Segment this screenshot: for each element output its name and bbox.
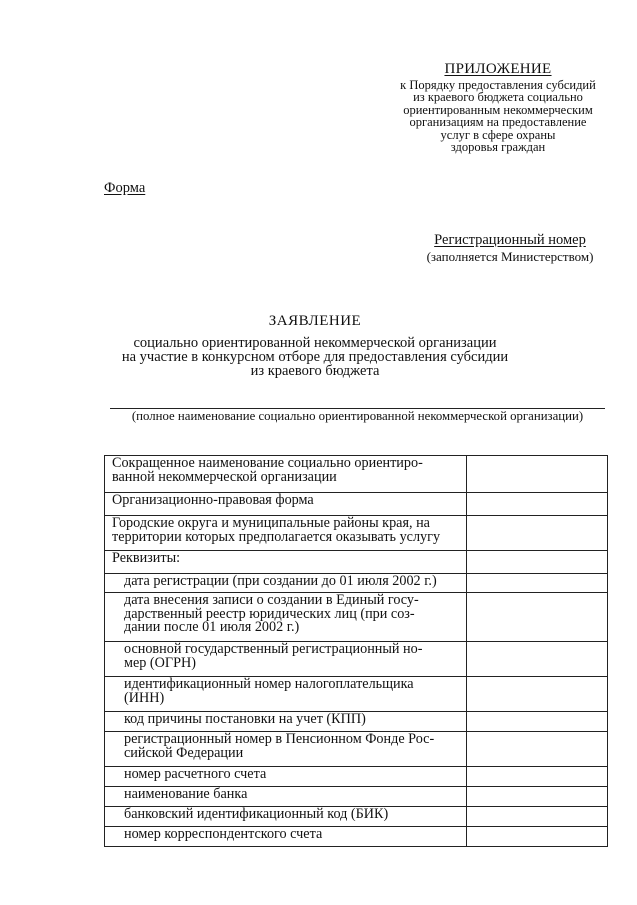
table-row xyxy=(105,456,608,493)
row-value-cell xyxy=(467,551,608,574)
statement-block xyxy=(110,313,520,379)
table-row xyxy=(105,551,608,574)
row-value-cell[interactable] xyxy=(467,593,608,642)
table-row xyxy=(105,807,608,827)
registration-block xyxy=(420,232,600,265)
table-row xyxy=(105,767,608,787)
table-row xyxy=(105,642,608,677)
row-label: дата регистрации (при создании до 01 июля 2002 г.) xyxy=(105,574,467,593)
appendix-title: ПРИЛОЖЕНИЕ xyxy=(444,61,552,77)
row-label: Реквизиты: xyxy=(105,551,467,574)
row-label: Организационно-правовая форма xyxy=(105,493,467,516)
row-label: номер расчетного счета xyxy=(105,767,467,787)
statement-line: социально ориентированной некоммерческой организации xyxy=(133,335,497,351)
row-label: основной государственный регистрационный но- мер (ОГРН) xyxy=(105,642,467,677)
row-label: банковский идентификационный код (БИК) xyxy=(105,807,467,827)
table-row xyxy=(105,574,608,593)
table-row xyxy=(105,712,608,732)
table-row xyxy=(105,787,608,807)
row-value-cell[interactable] xyxy=(467,732,608,767)
row-value-cell[interactable] xyxy=(467,712,608,732)
row-value-cell[interactable] xyxy=(467,574,608,593)
row-label: идентификационный номер налогоплательщика (ИНН) xyxy=(105,677,467,712)
statement-title: ЗАЯВЛЕНИЕ xyxy=(268,313,362,329)
row-value-cell[interactable] xyxy=(467,456,608,493)
row-value-cell[interactable] xyxy=(467,493,608,516)
row-value-cell[interactable] xyxy=(467,807,608,827)
table-row xyxy=(105,827,608,847)
registration-note: (заполняется Министерством) xyxy=(426,249,594,264)
appendix-line: к Порядку предоставления субсидий xyxy=(400,78,596,92)
row-value-cell[interactable] xyxy=(467,827,608,847)
appendix-line: здоровья граждан xyxy=(450,140,546,155)
application-table xyxy=(104,455,608,847)
org-name-caption: (полное наименование социально ориентированной некоммерческой организации) xyxy=(131,409,584,423)
appendix-block xyxy=(378,61,618,153)
row-value-cell[interactable] xyxy=(467,642,608,677)
row-label: наименование банка xyxy=(105,787,467,807)
row-label: дата внесения записи о создании в Единый госу- дарственный реестр юридических лиц (при соз- дании после 01 июля 2002 г.) xyxy=(105,593,467,642)
row-label: код причины постановки на учет (КПП) xyxy=(105,712,467,732)
form-label: Форма xyxy=(104,180,146,196)
row-value-cell[interactable] xyxy=(467,677,608,712)
table-row xyxy=(105,677,608,712)
row-value-cell[interactable] xyxy=(467,767,608,787)
registration-title: Регистрационный номер xyxy=(434,232,586,248)
row-label: Городские округа и муниципальные районы края, на территории которых предполагается оказывать услугу xyxy=(105,516,467,551)
row-value-cell[interactable] xyxy=(467,516,608,551)
statement-line: на участие в конкурсном отборе для предоставления субсидии xyxy=(121,349,509,366)
table-row xyxy=(105,493,608,516)
appendix-line: ориентированным некоммерческим xyxy=(403,102,593,117)
row-label: регистрационный номер в Пенсионном Фонде Рос- сийской Федерации xyxy=(105,732,467,767)
table-row xyxy=(105,732,608,767)
table-row xyxy=(105,516,608,551)
appendix-text xyxy=(378,79,618,153)
appendix-line: из краевого бюджета социально xyxy=(413,90,583,105)
row-value-cell[interactable] xyxy=(467,787,608,807)
appendix-line: организациям на предоставление xyxy=(409,115,587,130)
row-label: Сокращенное наименование социально ориентиро- ванной некоммерческой организации xyxy=(105,456,467,493)
table-row xyxy=(105,593,608,642)
statement-line: из краевого бюджета xyxy=(250,363,380,380)
row-label: номер корреспондентского счета xyxy=(105,827,467,847)
appendix-line: услуг в сфере охраны xyxy=(440,127,556,142)
statement-subtitle xyxy=(110,336,520,379)
